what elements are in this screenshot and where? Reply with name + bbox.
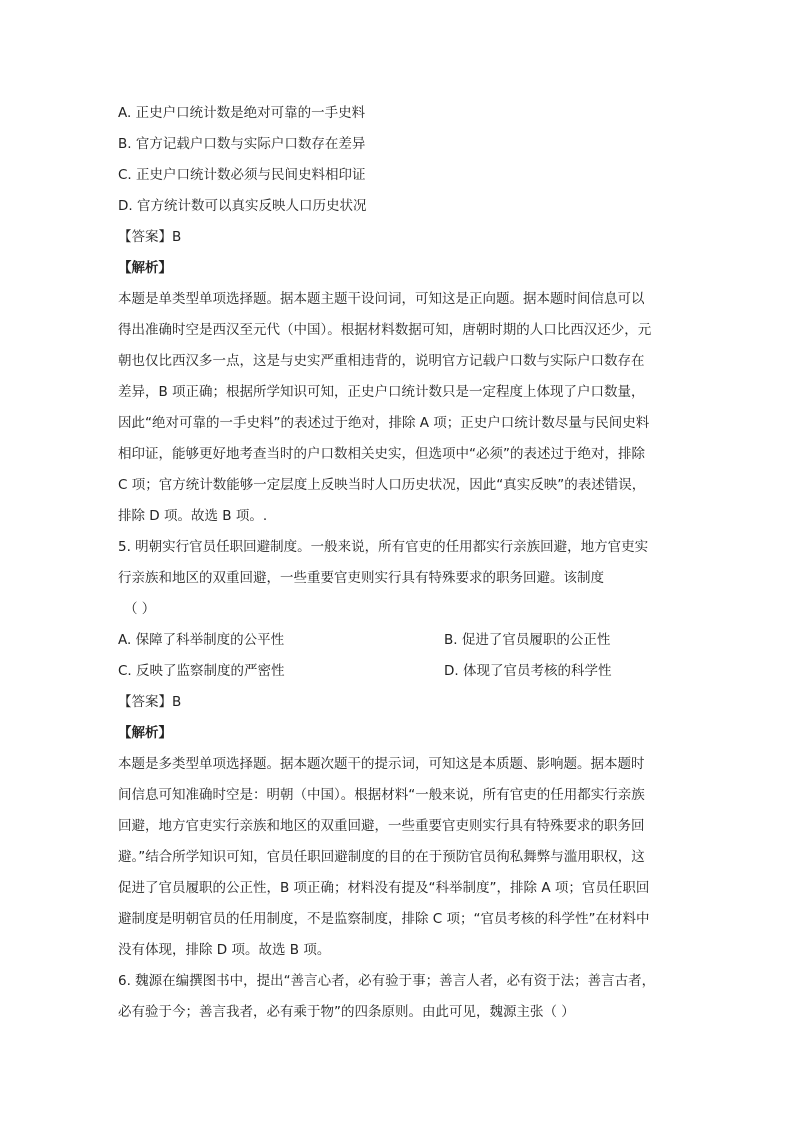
analysis-line: 得出准确时空是西汉至元代（中国）。根据材料数据可知，唐朝时期的人口比西汉还少，元 [118, 322, 652, 338]
q6-stem-line: 6. 魏源在编撰图书中，提出“善言心者，必有验于事；善言人者，必有资于法；善言古者， [118, 973, 656, 989]
q4-answer: 【答案】B [118, 229, 182, 245]
q4-option-c: C. 正史户口统计数必须与民间史料相印证 [118, 167, 366, 183]
analysis-line: 差异，B 项正确；根据所学知识可知，正史户口统计数只是一定程度上体现了户口数量， [118, 384, 645, 400]
q5-analysis [118, 749, 678, 966]
q4-option-b: B. 官方记载户口数与实际户口数存在差异 [118, 136, 366, 152]
q5-stem [118, 532, 678, 625]
q5-options-row-2 [118, 656, 678, 687]
analysis-line: 朝也仅比西汉多一点，这是与史实严重相违背的，说明官方记载户口数与实际户口数存在 [118, 353, 645, 369]
analysis-line: 本题是多类型单项选择题。据本题次题干的提示词，可知这是本质题、影响题。据本题时 [118, 756, 645, 772]
q5-answer-blank: （ ） [124, 601, 156, 617]
analysis-line: 间信息可知准确时空是：明朝（中国）。根据材料“一般来说，所有官吏的任用都实行亲族 [118, 787, 645, 803]
q5-answer: 【答案】B [118, 694, 182, 710]
q6-stem-line: 必有验于今；善言我者，必有乘于物”的四条原则。由此可见，魏源主张（ ） [118, 1004, 575, 1020]
q5-options-row-1 [118, 625, 678, 656]
q5-option-d: D. 体现了官员考核的科学性 [444, 663, 612, 679]
q4-options [118, 98, 678, 222]
q4-analysis-label: 【解析】 [118, 260, 172, 276]
analysis-line: 避。”结合所学知识可知，官员任职回避制度的目的在于预防官员徇私舞弊与滥用职权，这 [118, 849, 645, 865]
analysis-line: 促进了官员履职的公正性，B 项正确；材料没有提及“科举制度”，排除 A 项；官员任职回 [118, 880, 650, 896]
analysis-line: 避制度是明朝官员的任用制度，不是监察制度，排除 C 项；“官员考核的科学性”在材料中 [118, 911, 650, 927]
analysis-line: 排除 D 项。故选 B 项。. [118, 508, 268, 524]
document-page [118, 98, 678, 1028]
q4-option-a: A. 正史户口统计数是绝对可靠的一手史料 [118, 105, 366, 121]
q4-analysis [118, 284, 678, 532]
q5-stem-line: 5. 明朝实行官员任职回避制度。一般来说，所有官吏的任用都实行亲族回避，地方官吏实 [118, 539, 649, 555]
analysis-line: 没有体现，排除 D 项。故选 B 项。 [118, 942, 331, 958]
analysis-line: 相印证，能够更好地考查当时的户口数相关史实，但选项中“必须”的表述过于绝对，排除 [118, 446, 645, 462]
q5-option-a: A. 保障了科举制度的公平性 [118, 632, 285, 648]
q5-option-c: C. 反映了监察制度的严密性 [118, 663, 285, 679]
q4-option-d: D. 官方统计数可以真实反映人口历史状况 [118, 198, 367, 214]
q5-analysis-label: 【解析】 [118, 725, 172, 741]
analysis-line: 因此“绝对可靠的一手史料”的表述过于绝对，排除 A 项；正史户口统计数尽量与民间史料 [118, 415, 650, 431]
q6-stem [118, 966, 678, 1028]
analysis-line: 本题是单类型单项选择题。据本题主题干设问词，可知这是正向题。据本题时间信息可以 [118, 291, 645, 307]
q5-stem-line: 行亲族和地区的双重回避，一些重要官吏则实行具有特殊要求的职务回避。该制度 [118, 570, 604, 586]
q5-option-b: B. 促进了官员履职的公正性 [444, 632, 611, 648]
analysis-line: 回避，地方官吏实行亲族和地区的双重回避，一些重要官吏则实行具有特殊要求的职务回 [118, 818, 645, 834]
analysis-line: C 项；官方统计数能够一定层度上反映当时人口历史状况，因此“真实反映”的表述错误， [118, 477, 646, 493]
